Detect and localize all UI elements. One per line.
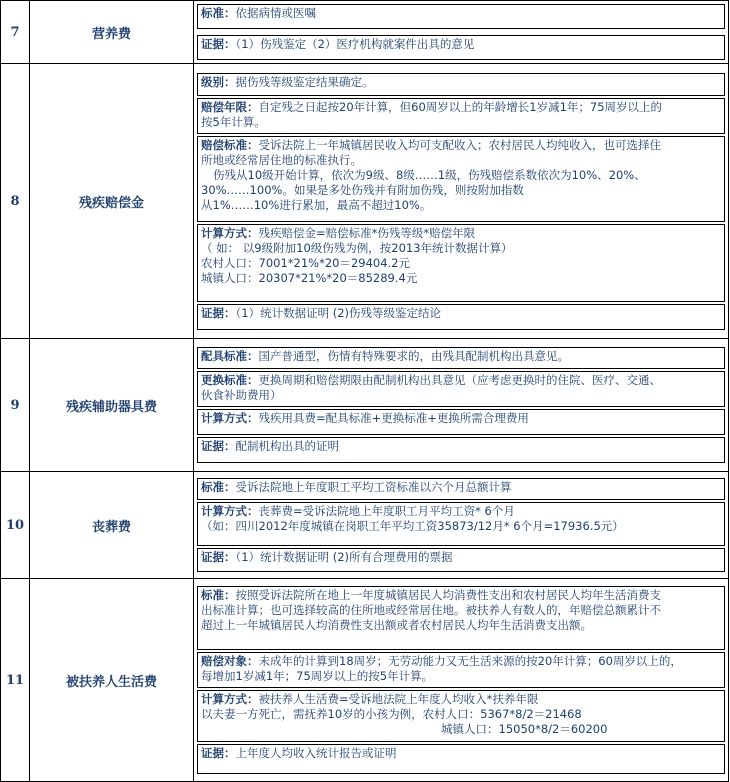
compensation-standard-cell (197, 136, 725, 222)
cell-text: 被扶养人生活费=受诉地法院上年度人均收入*扶养年限 (258, 692, 539, 706)
cell-text: 城镇人口：15050*8/2＝60200 (441, 722, 608, 736)
cell-text: 按5年计算。 (201, 114, 266, 129)
cell-text: 依据病情或医嘱 (235, 6, 316, 20)
item-number: 9 (1, 339, 30, 472)
cell-text: 据伤残等级鉴定结果确定。 (235, 74, 374, 89)
cell-label: 证据： (201, 746, 236, 760)
item-details (194, 1, 729, 64)
cell-text: 伤残从10级开始计算，依次为9级、8级……1级，伤残赔偿系数依次为10%、20%、 (213, 167, 646, 182)
cell-label: 配具标准： (201, 349, 259, 363)
cell-label: 证据： (201, 550, 236, 564)
cell-text: 自定残之日起按20年计算，但60周岁以上的年龄增长1岁减1年；75周岁以上的 (258, 99, 663, 114)
item-number: 7 (1, 1, 30, 64)
evidence-cell (197, 744, 725, 774)
evidence-cell (197, 437, 725, 463)
cell-label: 计算方式： (201, 692, 259, 706)
cell-text: 国产普通型，伤情有特殊要求的，由残具配制机构出具意见。 (258, 349, 569, 363)
cell-label: 计算方式： (201, 411, 259, 425)
table-row (1, 339, 729, 472)
cell-label: 证据： (201, 37, 236, 51)
cell-label: 级别： (201, 74, 236, 89)
cell-label: 计算方式： (201, 504, 259, 518)
cell-text: 城镇人口：20307*21%*20＝85289.4元 (201, 270, 418, 285)
item-name: 营养费 (30, 1, 194, 64)
item-name: 残疾辅助器具费 (30, 339, 194, 472)
cell-text: 伙食补助费用） (201, 388, 282, 402)
cell-label: 赔偿标准： (201, 137, 259, 152)
cell-label: 更换标准： (201, 373, 259, 387)
item-number: 10 (1, 472, 30, 579)
item-name: 被扶养人生活费 (30, 579, 194, 782)
calculation-cell (197, 409, 725, 435)
level-cell (197, 73, 725, 96)
cell-label: 计算方式： (201, 225, 259, 240)
table-row (1, 64, 729, 339)
evidence-cell (197, 304, 725, 330)
table-row (1, 1, 729, 64)
cell-text: 丧葬费=受诉法院地上年度职工月平均工资* 6个月 (258, 504, 515, 518)
cell-text: 残疾赔偿金=赔偿标准*伤残等级*赔偿年限 (258, 225, 476, 240)
cell-text: 以夫妻一方死亡，需抚养10岁的小孩为例，农村人口：5367*8/2＝21468 (201, 707, 582, 721)
compensation-period-cell (197, 98, 725, 134)
table-row (1, 579, 729, 782)
cell-text: 受诉法院地上年度职工平均工资标准以六个月总额计算 (235, 480, 512, 494)
calculation-cell (197, 502, 725, 546)
calculation-cell (197, 690, 725, 742)
table-row (1, 472, 729, 579)
cell-label: 赔偿年限： (201, 99, 259, 114)
item-number: 11 (1, 579, 30, 782)
cell-text: 从1%……10%进行累加，最高不超过10%。 (201, 197, 432, 212)
fitting-standard-cell (197, 347, 725, 369)
calculation-cell (197, 224, 725, 302)
item-details (194, 579, 729, 782)
cell-text: 出标准计算；也可选择较高的住所地或经常居住地。被扶养人有数人的，年赔偿总额累计不 (201, 603, 661, 617)
compensation-target-cell (197, 652, 725, 688)
standard-cell (197, 478, 725, 500)
cell-text: 受诉法院上一年城镇居民收入均可支配收入；农村居民人均纯收入，也可选择住 (258, 137, 661, 152)
cell-text: （1）统计数据证明 (2)伤残等级鉴定结论 (235, 305, 442, 320)
standard-cell (197, 586, 725, 650)
item-details (194, 339, 729, 472)
cell-text: （1）统计数据证明 (2)所有合理费用的票据 (235, 550, 453, 564)
cell-text: （如：四川2012年度城镇在岗职工年平均工资35873/12月* 6个月=17936.5元） (201, 519, 624, 533)
cell-text: 残疾用具费=配具标准+更换标准+更换所需合理费用 (258, 411, 529, 425)
cell-text: 更换周期和赔偿期限由配制机构出具意见（应考虑更换时的住院、医疗、交通、 (258, 373, 661, 387)
item-name: 残疾赔偿金 (30, 64, 194, 339)
cell-text: 配制机构出具的证明 (235, 439, 339, 453)
cell-text: 超过上一年城镇居民人均消费性支出额或者农村居民人均年生活消费支出额。 (201, 618, 592, 632)
replacement-standard-cell (197, 371, 725, 407)
cell-text: 30%……100%。如果是多处伤残并有附加伤残，则按附加指数 (201, 182, 524, 197)
cell-label: 标准： (201, 588, 236, 602)
cell-text: 上年度人均收入统计报告或证明 (235, 746, 397, 760)
item-name: 丧葬费 (30, 472, 194, 579)
evidence-cell (197, 548, 725, 572)
cell-label: 标准： (201, 6, 236, 20)
item-details (194, 64, 729, 339)
cell-text: 每增加1岁减1年；75周岁以上的按5年计算。 (201, 669, 434, 683)
cell-text: 所地或经常居住地的标准执行。 (201, 152, 362, 167)
evidence-cell (197, 35, 725, 60)
item-number: 8 (1, 64, 30, 339)
cell-text: （1）伤残鉴定（2）医疗机构就案件出具的意见 (235, 37, 475, 51)
cell-label: 证据： (201, 439, 236, 453)
cell-label: 标准： (201, 480, 236, 494)
cell-text: 按照受诉法院所在地上一年度城镇居民人均消费性支出和农村居民人均年生活消费支 (235, 588, 661, 602)
cell-text: 未成年的计算到18周岁；无劳动能力又无生活来源的按20年计算；60周岁以上的， (258, 654, 682, 668)
item-details (194, 472, 729, 579)
cell-text: （ 如： 以9级附加10级伤残为例，按2013年统计数据计算） (201, 240, 513, 255)
standard-cell (197, 4, 725, 29)
cell-label: 赔偿对象： (201, 654, 259, 668)
cell-label: 证据： (201, 305, 236, 320)
cell-text: 农村人口：7001*21%*20＝29404.2元 (201, 255, 411, 270)
